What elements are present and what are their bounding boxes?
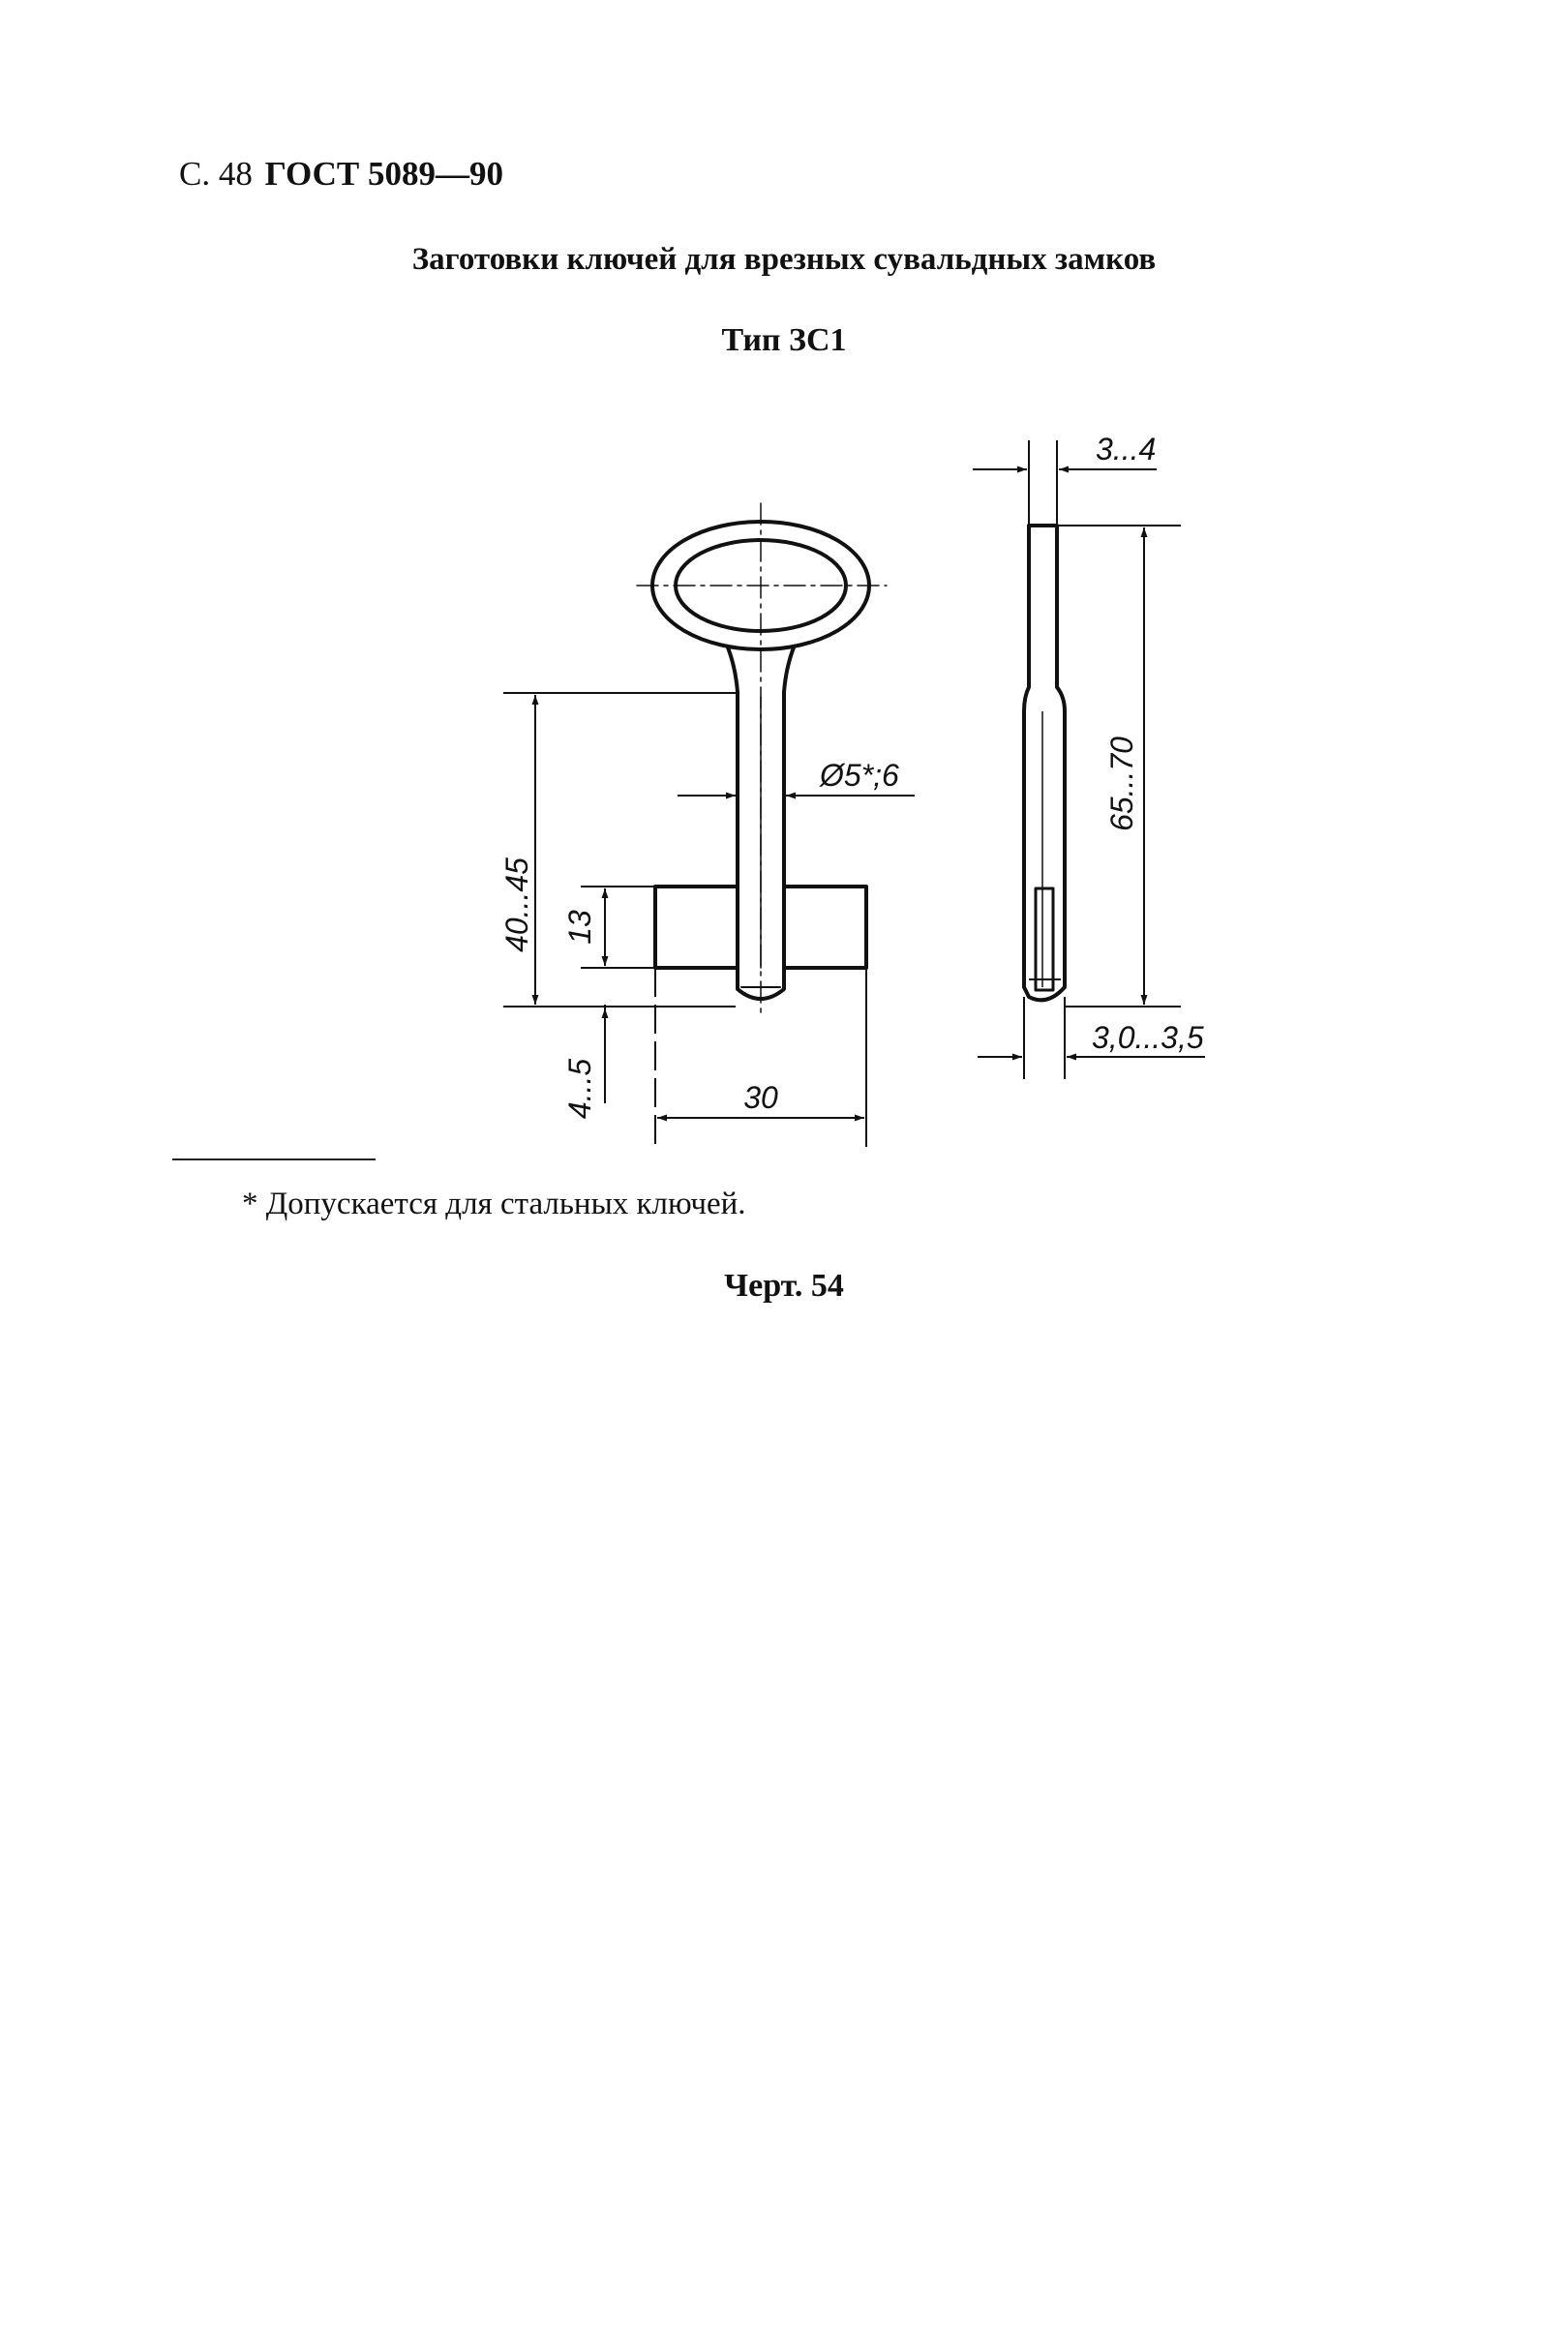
key-bit-right [784,887,866,968]
dim-total-length: 65...70 [1104,737,1139,831]
key-side-slot [1036,888,1053,990]
dim-thickness-top: 3...4 [1096,432,1157,466]
footnote-rule [172,1158,376,1160]
dim-length-shank: 40...45 [499,857,534,952]
dim-bit-width: 30 [743,1080,778,1115]
key-side-view [1024,526,1065,1000]
standard-number: ГОСТ 5089—90 [264,155,504,193]
figure-caption: Черт. 54 [724,1268,844,1304]
dim-tip: 4...5 [562,1058,597,1120]
side-dimensions [973,440,1205,1079]
section-title: Заготовки ключей для врезных сувальдных замков [411,242,1157,277]
dim-bit-height: 13 [562,910,597,945]
type-title: Тип ЗС1 [721,322,847,358]
dim-diameter: Ø5*;6 [820,758,899,793]
footnote: * Допускается для стальных ключей. [242,1187,746,1221]
key-side-outline [1024,526,1065,1000]
key-bit-left [655,887,738,968]
page-number: С. 48 [179,155,253,193]
dim-thickness-bottom: 3,0...3,5 [1092,1020,1204,1055]
